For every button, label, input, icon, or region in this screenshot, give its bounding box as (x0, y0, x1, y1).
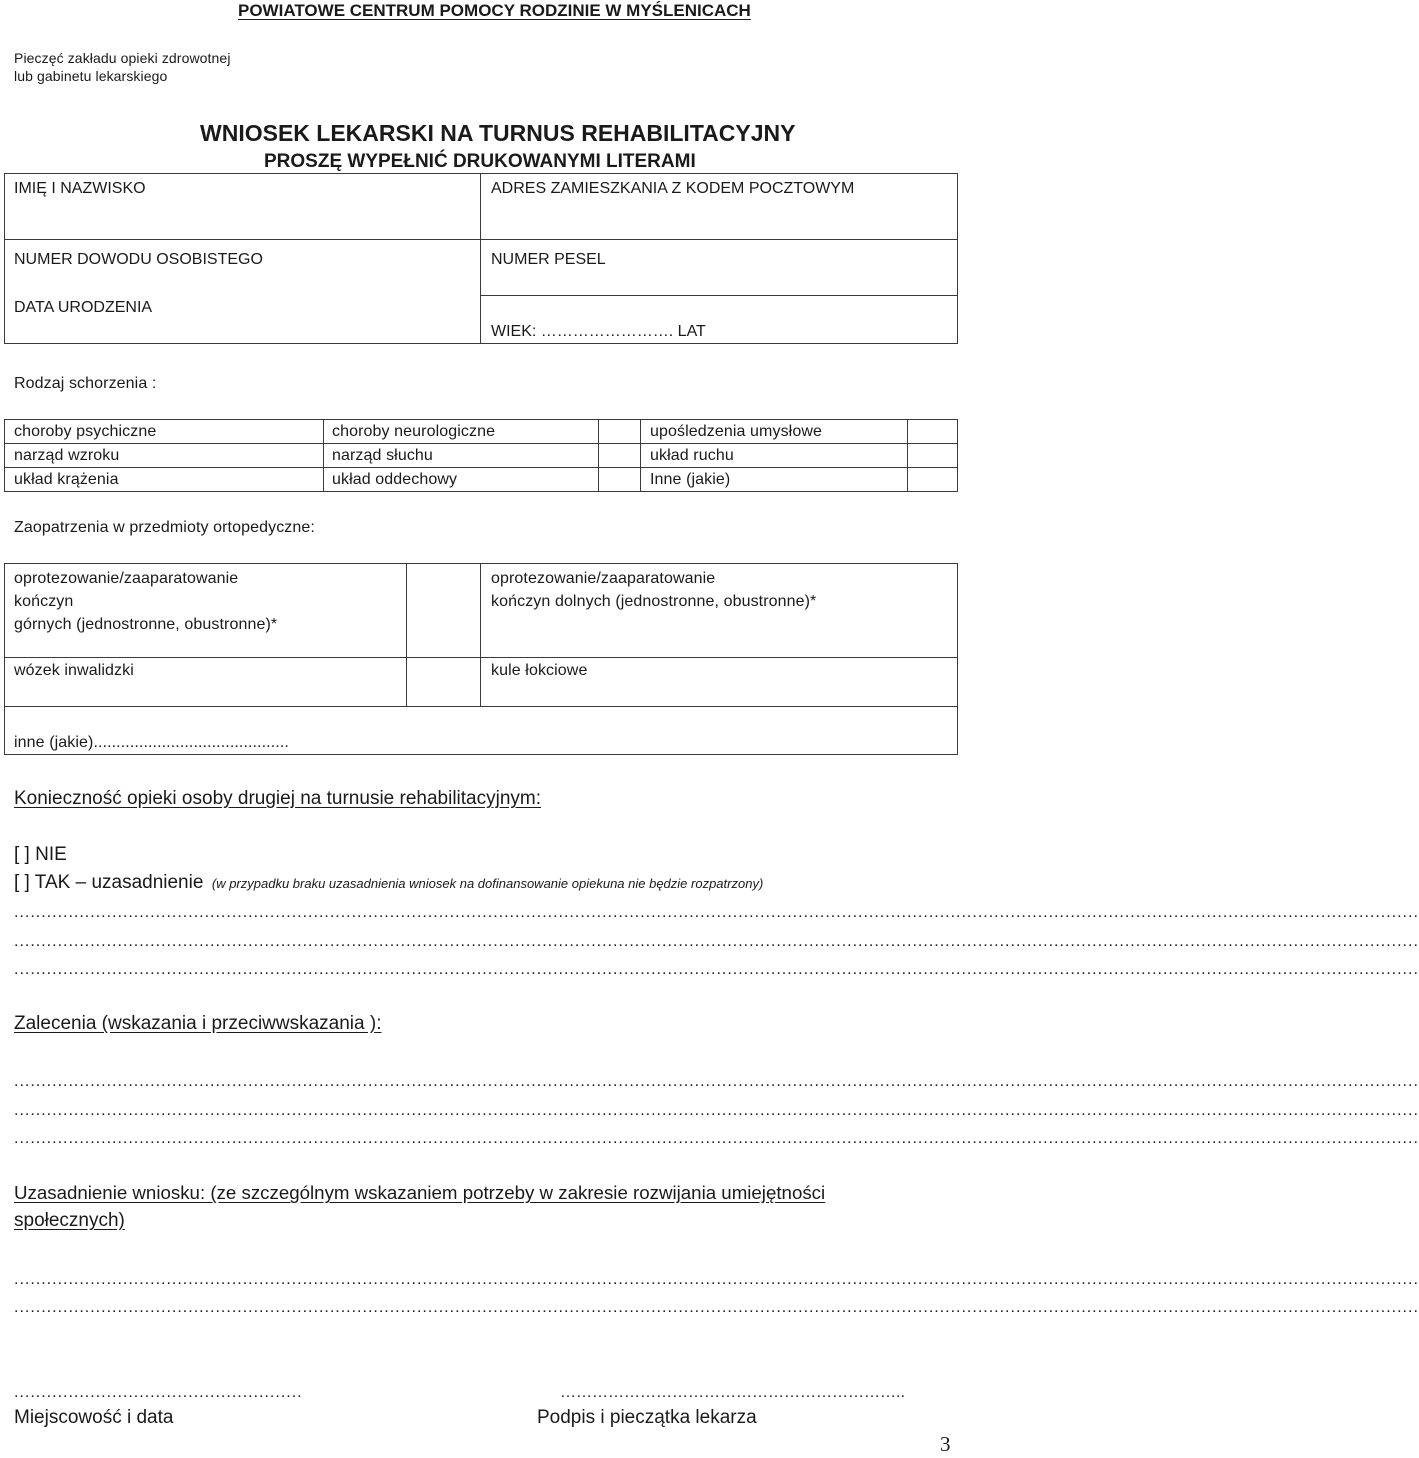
name-label: IMIĘ I NAZWISKO (14, 180, 146, 197)
recommendations-line-1[interactable]: .................................................................................................................................................................................................................................................................. (14, 1073, 1419, 1090)
care-justification-line-3[interactable]: .................................................................................................................................................................................................................................................................. (14, 961, 1419, 978)
address-label: ADRES ZAMIESZKANIA Z KODEM POCZTOWYM (491, 180, 855, 197)
disease-circulatory[interactable]: układ krążenia (14, 471, 119, 488)
stamp-label-line1: Pieczęć zakładu opieki zdrowotnej (14, 50, 231, 66)
doctor-signature-label: Podpis i pieczątka lekarza (537, 1407, 757, 1428)
birth-date-label: DATA URODZENIA (14, 299, 153, 316)
disease-vision[interactable]: narząd wzroku (14, 447, 120, 464)
disease-other[interactable]: Inne (jakie) (650, 471, 731, 488)
stamp-label-line2: lub gabinetu lekarskiego (14, 68, 168, 84)
justification-line-2[interactable]: .................................................................................................................................................................................................................................................................. (14, 1299, 1419, 1316)
care-no-option[interactable]: [ ] NIE (14, 844, 67, 865)
organization-title: POWIATOWE CENTRUM POMOCY RODZINIE W MYŚLENICACH (238, 1, 751, 20)
care-yes-note: (w przypadku braku uzasadnienia wniosek na dofinansowanie opiekuna nie będzie rozpatrzony) (211, 876, 764, 891)
disease-intellectual[interactable]: upośledzenia umysłowe (650, 423, 822, 440)
care-need-heading: Konieczność opieki osoby drugiej na turnusie rehabilitacyjnym: (14, 788, 542, 809)
justification-heading-line1: Uzasadnienie wniosku: (ze szczególnym wskazaniem potrzeby w zakresie rozwijania umiejętności (14, 1182, 826, 1203)
recommendations-line-3[interactable]: .................................................................................................................................................................................................................................................................. (14, 1130, 1419, 1147)
orthopedic-heading: Zaopatrzenia w przedmioty ortopedyczne: (14, 519, 315, 536)
form-title: WNIOSEK LEKARSKI NA TURNUS REHABILITACYJNY (200, 120, 796, 146)
recommendations-line-2[interactable]: .................................................................................................................................................................................................................................................................. (14, 1102, 1419, 1119)
justification-line-1[interactable]: .................................................................................................................................................................................................................................................................. (14, 1271, 1419, 1288)
address-field[interactable] (491, 179, 854, 199)
upper-limb-prosthesis[interactable] (14, 567, 277, 636)
disease-type-heading: Rodzaj schorzenia : (14, 375, 157, 392)
birth-date-field[interactable] (14, 298, 152, 318)
doctor-signature-field[interactable]: ……………………………………………………….. (560, 1384, 905, 1401)
id-number-field[interactable] (14, 250, 263, 270)
pesel-label: NUMER PESEL (491, 251, 606, 268)
care-yes-option[interactable]: [ ] TAK – uzasadnienie (14, 872, 204, 893)
place-date-field[interactable]: ..................................................... (14, 1384, 303, 1401)
form-subtitle: PROSZĘ WYPEŁNIĆ DRUKOWANYMI LITERAMI (264, 151, 696, 172)
disease-neurological[interactable]: choroby neurologiczne (332, 423, 496, 440)
id-number-label: NUMER DOWODU OSOBISTEGO (14, 251, 263, 268)
pesel-field[interactable] (491, 250, 606, 270)
care-yes-row (14, 871, 763, 895)
page-number: 3 (940, 1432, 951, 1456)
upper-limb-line1: oprotezowanie/zaaparatowanie (14, 570, 239, 587)
age-label: WIEK: ……………………. LAT (491, 323, 706, 340)
age-field[interactable] (491, 322, 706, 342)
disease-psychiatric[interactable]: choroby psychiczne (14, 423, 157, 440)
lower-limb-line1: oprotezowanie/zaaparatowanie (491, 570, 716, 587)
recommendations-heading: Zalecenia (wskazania i przeciwwskazania ): (14, 1013, 382, 1034)
name-field[interactable] (14, 179, 146, 199)
disease-hearing[interactable]: narząd słuchu (332, 447, 433, 464)
care-justification-line-2[interactable]: .................................................................................................................................................................................................................................................................. (14, 933, 1419, 950)
lower-limb-prosthesis[interactable] (491, 567, 816, 613)
care-justification-line-1[interactable]: .................................................................................................................................................................................................................................................................. (14, 904, 1419, 921)
lower-limb-line2: kończyn dolnych (jednostronne, obustronne)* (491, 593, 817, 610)
disease-respiratory[interactable]: układ oddechowy (332, 471, 458, 488)
other-supplies-field[interactable]: inne (jakie)........................................... (14, 734, 289, 751)
crutches-option[interactable]: kule łokciowe (491, 662, 588, 679)
place-date-label: Miejscowość i data (14, 1407, 174, 1428)
upper-limb-line2: kończyn (14, 593, 74, 610)
disease-motor[interactable]: układ ruchu (650, 447, 734, 464)
upper-limb-line3: górnych (jednostronne, obustronne)* (14, 616, 278, 633)
wheelchair-option[interactable]: wózek inwalidzki (14, 662, 134, 679)
justification-heading-line2: społecznych) (14, 1210, 125, 1231)
